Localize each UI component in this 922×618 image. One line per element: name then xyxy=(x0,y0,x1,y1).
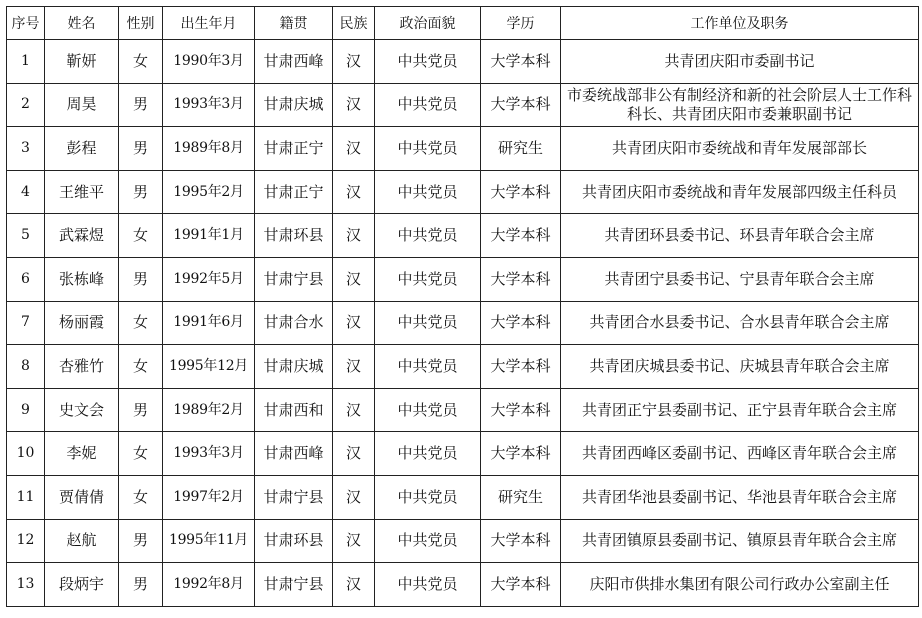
cell-name: 赵航 xyxy=(45,519,119,563)
cell-political-status: 中共党员 xyxy=(375,563,481,607)
cell-gender: 男 xyxy=(119,519,163,563)
cell-political-status: 中共党员 xyxy=(375,345,481,389)
cell-index: 11 xyxy=(7,475,45,519)
header-index: 序号 xyxy=(7,7,45,40)
cell-ethnicity: 汉 xyxy=(333,475,375,519)
cell-position: 共青团合水县委书记、合水县青年联合会主席 xyxy=(561,301,919,345)
cell-origin: 甘肃宁县 xyxy=(255,257,333,301)
cell-ethnicity: 汉 xyxy=(333,563,375,607)
cell-name: 贾倩倩 xyxy=(45,475,119,519)
header-birth: 出生年月 xyxy=(163,7,255,40)
cell-political-status: 中共党员 xyxy=(375,127,481,171)
cell-index: 10 xyxy=(7,432,45,476)
cell-position: 共青团庆阳市委统战和青年发展部部长 xyxy=(561,127,919,171)
cell-birth: 1989年8月 xyxy=(163,127,255,171)
table-row xyxy=(7,83,919,127)
cell-political-status: 中共党员 xyxy=(375,257,481,301)
cell-political-status: 中共党员 xyxy=(375,214,481,258)
cell-index: 13 xyxy=(7,563,45,607)
cell-position: 共青团镇原县委副书记、镇原县青年联合会主席 xyxy=(561,519,919,563)
cell-education: 研究生 xyxy=(481,475,561,519)
cell-gender: 女 xyxy=(119,345,163,389)
cell-political-status: 中共党员 xyxy=(375,40,481,84)
cell-position: 共青团宁县委书记、宁县青年联合会主席 xyxy=(561,257,919,301)
cell-position: 共青团庆阳市委副书记 xyxy=(561,40,919,84)
cell-education: 大学本科 xyxy=(481,257,561,301)
cell-index: 3 xyxy=(7,127,45,171)
table-row xyxy=(7,475,919,519)
cell-name: 段炳宇 xyxy=(45,563,119,607)
cell-political-status: 中共党员 xyxy=(375,475,481,519)
cell-gender: 男 xyxy=(119,83,163,127)
table-row xyxy=(7,170,919,214)
header-political-status: 政治面貌 xyxy=(375,7,481,40)
cell-position: 庆阳市供排水集团有限公司行政办公室副主任 xyxy=(561,563,919,607)
cell-position: 共青团西峰区委副书记、西峰区青年联合会主席 xyxy=(561,432,919,476)
cell-name: 史文会 xyxy=(45,388,119,432)
table-row xyxy=(7,519,919,563)
cell-origin: 甘肃正宁 xyxy=(255,170,333,214)
cell-index: 9 xyxy=(7,388,45,432)
cell-origin: 甘肃合水 xyxy=(255,301,333,345)
cell-education: 大学本科 xyxy=(481,519,561,563)
table-row xyxy=(7,40,919,84)
cell-education: 大学本科 xyxy=(481,388,561,432)
table-row xyxy=(7,563,919,607)
cell-education: 大学本科 xyxy=(481,301,561,345)
cell-birth: 1992年8月 xyxy=(163,563,255,607)
cell-birth: 1993年3月 xyxy=(163,83,255,127)
cell-education: 大学本科 xyxy=(481,214,561,258)
cell-birth: 1995年2月 xyxy=(163,170,255,214)
cell-birth: 1992年5月 xyxy=(163,257,255,301)
cell-gender: 女 xyxy=(119,432,163,476)
header-position: 工作单位及职务 xyxy=(561,7,919,40)
cell-index: 12 xyxy=(7,519,45,563)
cell-name: 彭程 xyxy=(45,127,119,171)
cell-ethnicity: 汉 xyxy=(333,40,375,84)
cell-ethnicity: 汉 xyxy=(333,519,375,563)
cell-index: 1 xyxy=(7,40,45,84)
cell-political-status: 中共党员 xyxy=(375,432,481,476)
cell-political-status: 中共党员 xyxy=(375,170,481,214)
personnel-table xyxy=(6,6,919,607)
cell-origin: 甘肃宁县 xyxy=(255,563,333,607)
cell-birth: 1997年2月 xyxy=(163,475,255,519)
cell-position: 共青团华池县委副书记、华池县青年联合会主席 xyxy=(561,475,919,519)
cell-index: 2 xyxy=(7,83,45,127)
cell-education: 大学本科 xyxy=(481,432,561,476)
cell-ethnicity: 汉 xyxy=(333,127,375,171)
table-row xyxy=(7,388,919,432)
cell-name: 李妮 xyxy=(45,432,119,476)
cell-education: 大学本科 xyxy=(481,170,561,214)
cell-birth: 1991年6月 xyxy=(163,301,255,345)
cell-gender: 男 xyxy=(119,388,163,432)
cell-education: 大学本科 xyxy=(481,345,561,389)
cell-index: 4 xyxy=(7,170,45,214)
header-ethnicity: 民族 xyxy=(333,7,375,40)
table-row xyxy=(7,214,919,258)
cell-origin: 甘肃庆城 xyxy=(255,345,333,389)
cell-origin: 甘肃正宁 xyxy=(255,127,333,171)
cell-origin: 甘肃宁县 xyxy=(255,475,333,519)
cell-name: 杨丽霞 xyxy=(45,301,119,345)
cell-name: 杏雅竹 xyxy=(45,345,119,389)
cell-index: 6 xyxy=(7,257,45,301)
cell-ethnicity: 汉 xyxy=(333,301,375,345)
cell-ethnicity: 汉 xyxy=(333,214,375,258)
cell-name: 武霖煜 xyxy=(45,214,119,258)
cell-gender: 女 xyxy=(119,301,163,345)
cell-position: 共青团庆城县委书记、庆城县青年联合会主席 xyxy=(561,345,919,389)
cell-origin: 甘肃西和 xyxy=(255,388,333,432)
cell-name: 王维平 xyxy=(45,170,119,214)
cell-origin: 甘肃西峰 xyxy=(255,40,333,84)
cell-birth: 1993年3月 xyxy=(163,432,255,476)
table-row xyxy=(7,345,919,389)
cell-birth: 1991年1月 xyxy=(163,214,255,258)
cell-index: 7 xyxy=(7,301,45,345)
table-row xyxy=(7,257,919,301)
cell-ethnicity: 汉 xyxy=(333,432,375,476)
cell-gender: 男 xyxy=(119,257,163,301)
header-name: 姓名 xyxy=(45,7,119,40)
cell-position: 市委统战部非公有制经济和新的社会阶层人士工作科科长、共青团庆阳市委兼职副书记 xyxy=(561,83,919,127)
cell-name: 张栋峰 xyxy=(45,257,119,301)
cell-education: 大学本科 xyxy=(481,83,561,127)
table-row xyxy=(7,127,919,171)
cell-gender: 女 xyxy=(119,475,163,519)
cell-political-status: 中共党员 xyxy=(375,519,481,563)
header-gender: 性别 xyxy=(119,7,163,40)
cell-ethnicity: 汉 xyxy=(333,388,375,432)
cell-birth: 1995年12月 xyxy=(163,345,255,389)
cell-position: 共青团环县委书记、环县青年联合会主席 xyxy=(561,214,919,258)
header-education: 学历 xyxy=(481,7,561,40)
cell-position: 共青团庆阳市委统战和青年发展部四级主任科员 xyxy=(561,170,919,214)
header-origin: 籍贯 xyxy=(255,7,333,40)
cell-gender: 男 xyxy=(119,563,163,607)
cell-birth: 1990年3月 xyxy=(163,40,255,84)
cell-political-status: 中共党员 xyxy=(375,83,481,127)
cell-origin: 甘肃环县 xyxy=(255,519,333,563)
cell-birth: 1989年2月 xyxy=(163,388,255,432)
cell-education: 研究生 xyxy=(481,127,561,171)
cell-birth: 1995年11月 xyxy=(163,519,255,563)
cell-ethnicity: 汉 xyxy=(333,170,375,214)
cell-ethnicity: 汉 xyxy=(333,83,375,127)
cell-education: 大学本科 xyxy=(481,563,561,607)
cell-gender: 男 xyxy=(119,127,163,171)
header-row xyxy=(7,7,919,40)
table-row xyxy=(7,432,919,476)
cell-index: 8 xyxy=(7,345,45,389)
cell-ethnicity: 汉 xyxy=(333,257,375,301)
table-row xyxy=(7,301,919,345)
cell-political-status: 中共党员 xyxy=(375,388,481,432)
cell-gender: 女 xyxy=(119,214,163,258)
cell-name: 靳妍 xyxy=(45,40,119,84)
cell-political-status: 中共党员 xyxy=(375,301,481,345)
cell-origin: 甘肃西峰 xyxy=(255,432,333,476)
cell-origin: 甘肃庆城 xyxy=(255,83,333,127)
cell-gender: 男 xyxy=(119,170,163,214)
cell-name: 周昊 xyxy=(45,83,119,127)
table-body xyxy=(7,40,919,607)
cell-education: 大学本科 xyxy=(481,40,561,84)
cell-ethnicity: 汉 xyxy=(333,345,375,389)
cell-origin: 甘肃环县 xyxy=(255,214,333,258)
cell-gender: 女 xyxy=(119,40,163,84)
cell-position: 共青团正宁县委副书记、正宁县青年联合会主席 xyxy=(561,388,919,432)
cell-index: 5 xyxy=(7,214,45,258)
